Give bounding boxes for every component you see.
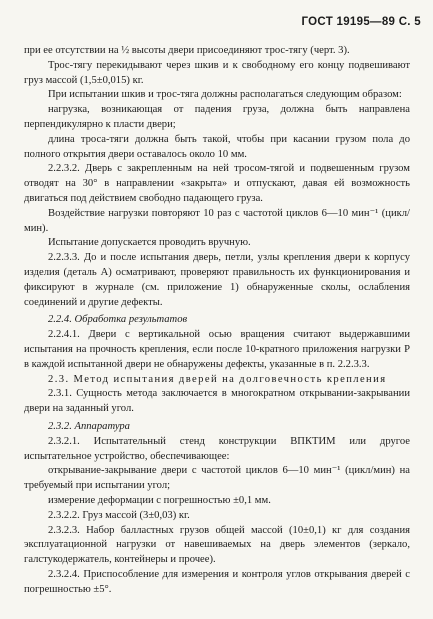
paragraph: Трос-тягу перекидывают через шкив и к свободному его концу подвешивают груз массой (1,5±0,015) кг. <box>24 59 410 86</box>
paragraph: Воздействие нагрузки повторяют 10 раз с частотой циклов 6—10 мин⁻¹ (цикл/мин). <box>24 207 410 234</box>
paragraph: при ее отсутствии на ½ высоты двери присоединяют трос-тягу (черт. 3). <box>24 45 350 56</box>
paragraph: нагрузка, возникающая от падения груза, должна быть направлена перпендикулярно к пласти двери; <box>24 104 410 130</box>
paragraph: 2.3.2.2. Груз массой (3±0,03) кг. <box>48 509 190 521</box>
section-heading: 2.3. Метод испытания дверей на долговечность крепления <box>48 373 387 385</box>
paragraph: 2.2.3.2. Дверь с закрепленным на ней тросом-тягой и подвешенным грузом отводят на 30° в направлении «закрыта» и отпускают, давая ей возможность двигаться под действием свободно падающего груза. <box>24 163 410 204</box>
section-heading: 2.2.4. Обработка результатов <box>48 314 188 326</box>
paragraph: 2.3.1. Сущность метода заключается в многократном открывании-закрывании двери на заданный угол. <box>24 388 410 415</box>
paragraph: 2.3.2.1. Испытательный стенд конструкции ВПКТИМ или другое испытательное устройство, обеспечивающее: <box>24 435 410 462</box>
paragraph: 2.3.2.4. Приспособление для измерения и контроля углов открывания дверей с погрешностью ±5°. <box>24 568 410 595</box>
paragraph: открывание-закрывание двери с частотой циклов 6—10 мин⁻¹ (цикл/мин) на требуемый при испытании угол; <box>24 465 410 492</box>
paragraph: 2.3.2.3. Набор балластных грузов общей массой (10±0,1) кг для создания эксплуатационной нагрузки от навешиваемых на дверь элементов (зеркало, галстукодержатель, контейнеры и прочее). <box>24 524 410 566</box>
paragraph: При испытании шкив и трос-тяга должны располагаться следующим образом: <box>48 89 402 101</box>
paragraph: 2.2.3.3. До и после испытания дверь, петли, узлы крепления двери к корпусу изделия (деталь А) осматривают, проверяют правильность их функционирования и фиксируют в журнале (см. приложение 1) обнаруженные сколы, ослабления соединений и другие дефекты. <box>24 252 410 308</box>
paragraph: измерение деформации с погрешностью ±0,1 мм. <box>48 494 271 506</box>
section-heading: 2.3.2. Аппаратура <box>48 420 130 432</box>
page-body <box>24 44 410 597</box>
paragraph: длина троса-тяги должна быть такой, чтобы при касании грузом пола до полного открытия двери оставалось около 10 мм. <box>24 133 410 160</box>
page-header: ГОСТ 19195—89 С. 5 <box>301 16 421 28</box>
paragraph: 2.2.4.1. Двери с вертикальной осью вращения считают выдержавшими испытания на прочность крепления, если после 10-кратного приложения нагрузки P в каждой испытанной двери не обнаружены дефекты, указанные в п. 2.2.3.3. <box>24 329 410 370</box>
paragraph: Испытание допускается проводить вручную. <box>48 237 251 249</box>
